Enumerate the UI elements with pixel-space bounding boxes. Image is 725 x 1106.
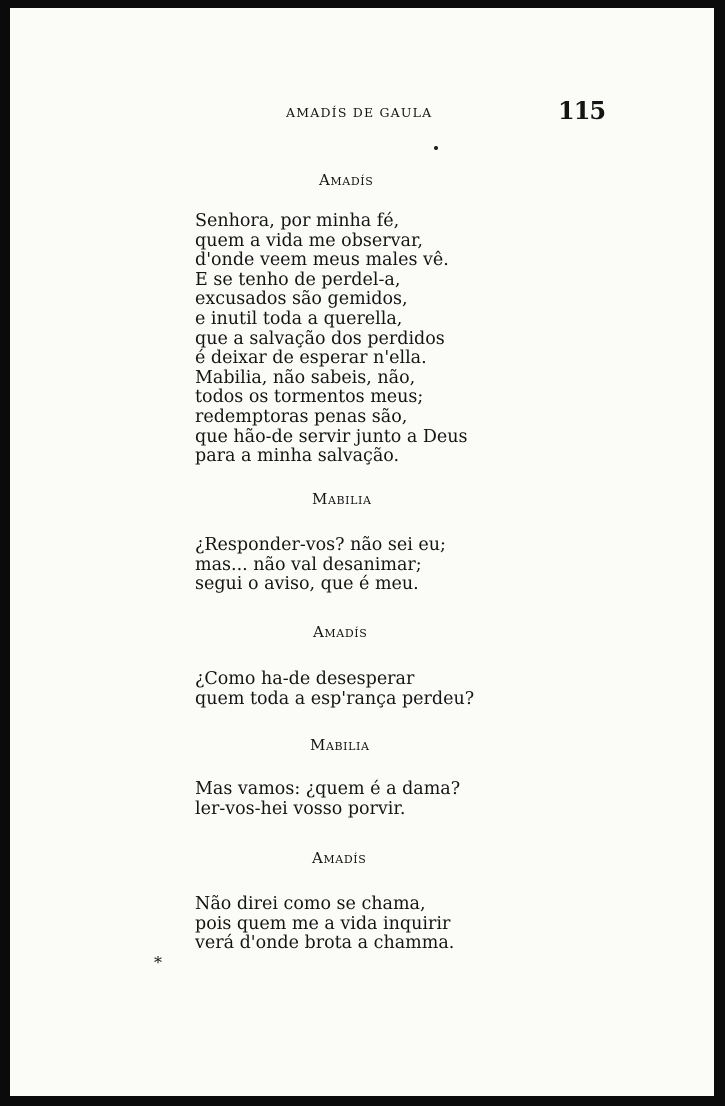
speaker-name: Amadís (313, 623, 368, 641)
verse-line: Mas vamos: ¿quem é a dama? (195, 779, 461, 799)
speaker-name: Amadís (319, 171, 374, 189)
verse-stanza (195, 536, 446, 595)
verse-line: segui o aviso, que é meu. (195, 574, 419, 595)
speaker-name: Mabilia (310, 736, 370, 754)
verse-line: Mabilia, não sabeis, não, (195, 367, 416, 388)
verse-line: verá d'onde brota a chamma. (195, 933, 455, 954)
verse-line: mas... não val desanimar; (195, 554, 422, 575)
book-page (10, 8, 714, 1096)
verse-line: ¿Como ha-de desesperar (195, 669, 415, 689)
verse-line: d'onde veem meus males vê. (195, 250, 449, 271)
verse-line: ¿Responder-vos? não sei eu; (195, 535, 446, 555)
page-number: 115 (558, 96, 606, 125)
verse-line: excusados são gemidos, (195, 289, 408, 310)
running-title: AMADÍS DE GAULA (286, 105, 433, 120)
verse-line: pois quem me a vida inquirir (195, 913, 451, 934)
verse-line: E se tenho de perdel-a, (195, 269, 401, 290)
verse-line: e inutil toda a querella, (195, 308, 403, 329)
verse-line: para a minha salvação. (195, 446, 400, 467)
speaker-name: Mabilia (312, 490, 372, 508)
verse-stanza (195, 780, 460, 819)
verse-line: quem toda a esp'rança perdeu? (195, 688, 475, 709)
verse-line: Senhora, por minha fé, (195, 211, 400, 231)
verse-line: todos os tormentos meus; (195, 387, 424, 408)
ornament-dot (434, 146, 438, 150)
verse-line: é deixar de esperar n'ella. (195, 348, 427, 369)
verse-stanza (195, 212, 468, 467)
verse-stanza (195, 670, 474, 709)
verse-line: Não direi como se chama, (195, 894, 426, 914)
asterisk-mark: * (154, 953, 162, 972)
verse-line: redemptoras penas são, (195, 406, 408, 427)
verse-stanza (195, 895, 454, 954)
verse-line: que hão-de servir junto a Deus (195, 426, 468, 447)
verse-line: ler-vos-hei vosso porvir. (195, 798, 406, 819)
speaker-name: Amadís (312, 849, 367, 867)
verse-line: quem a vida me observar, (195, 230, 423, 251)
verse-line: que a salvação dos perdidos (195, 328, 445, 349)
